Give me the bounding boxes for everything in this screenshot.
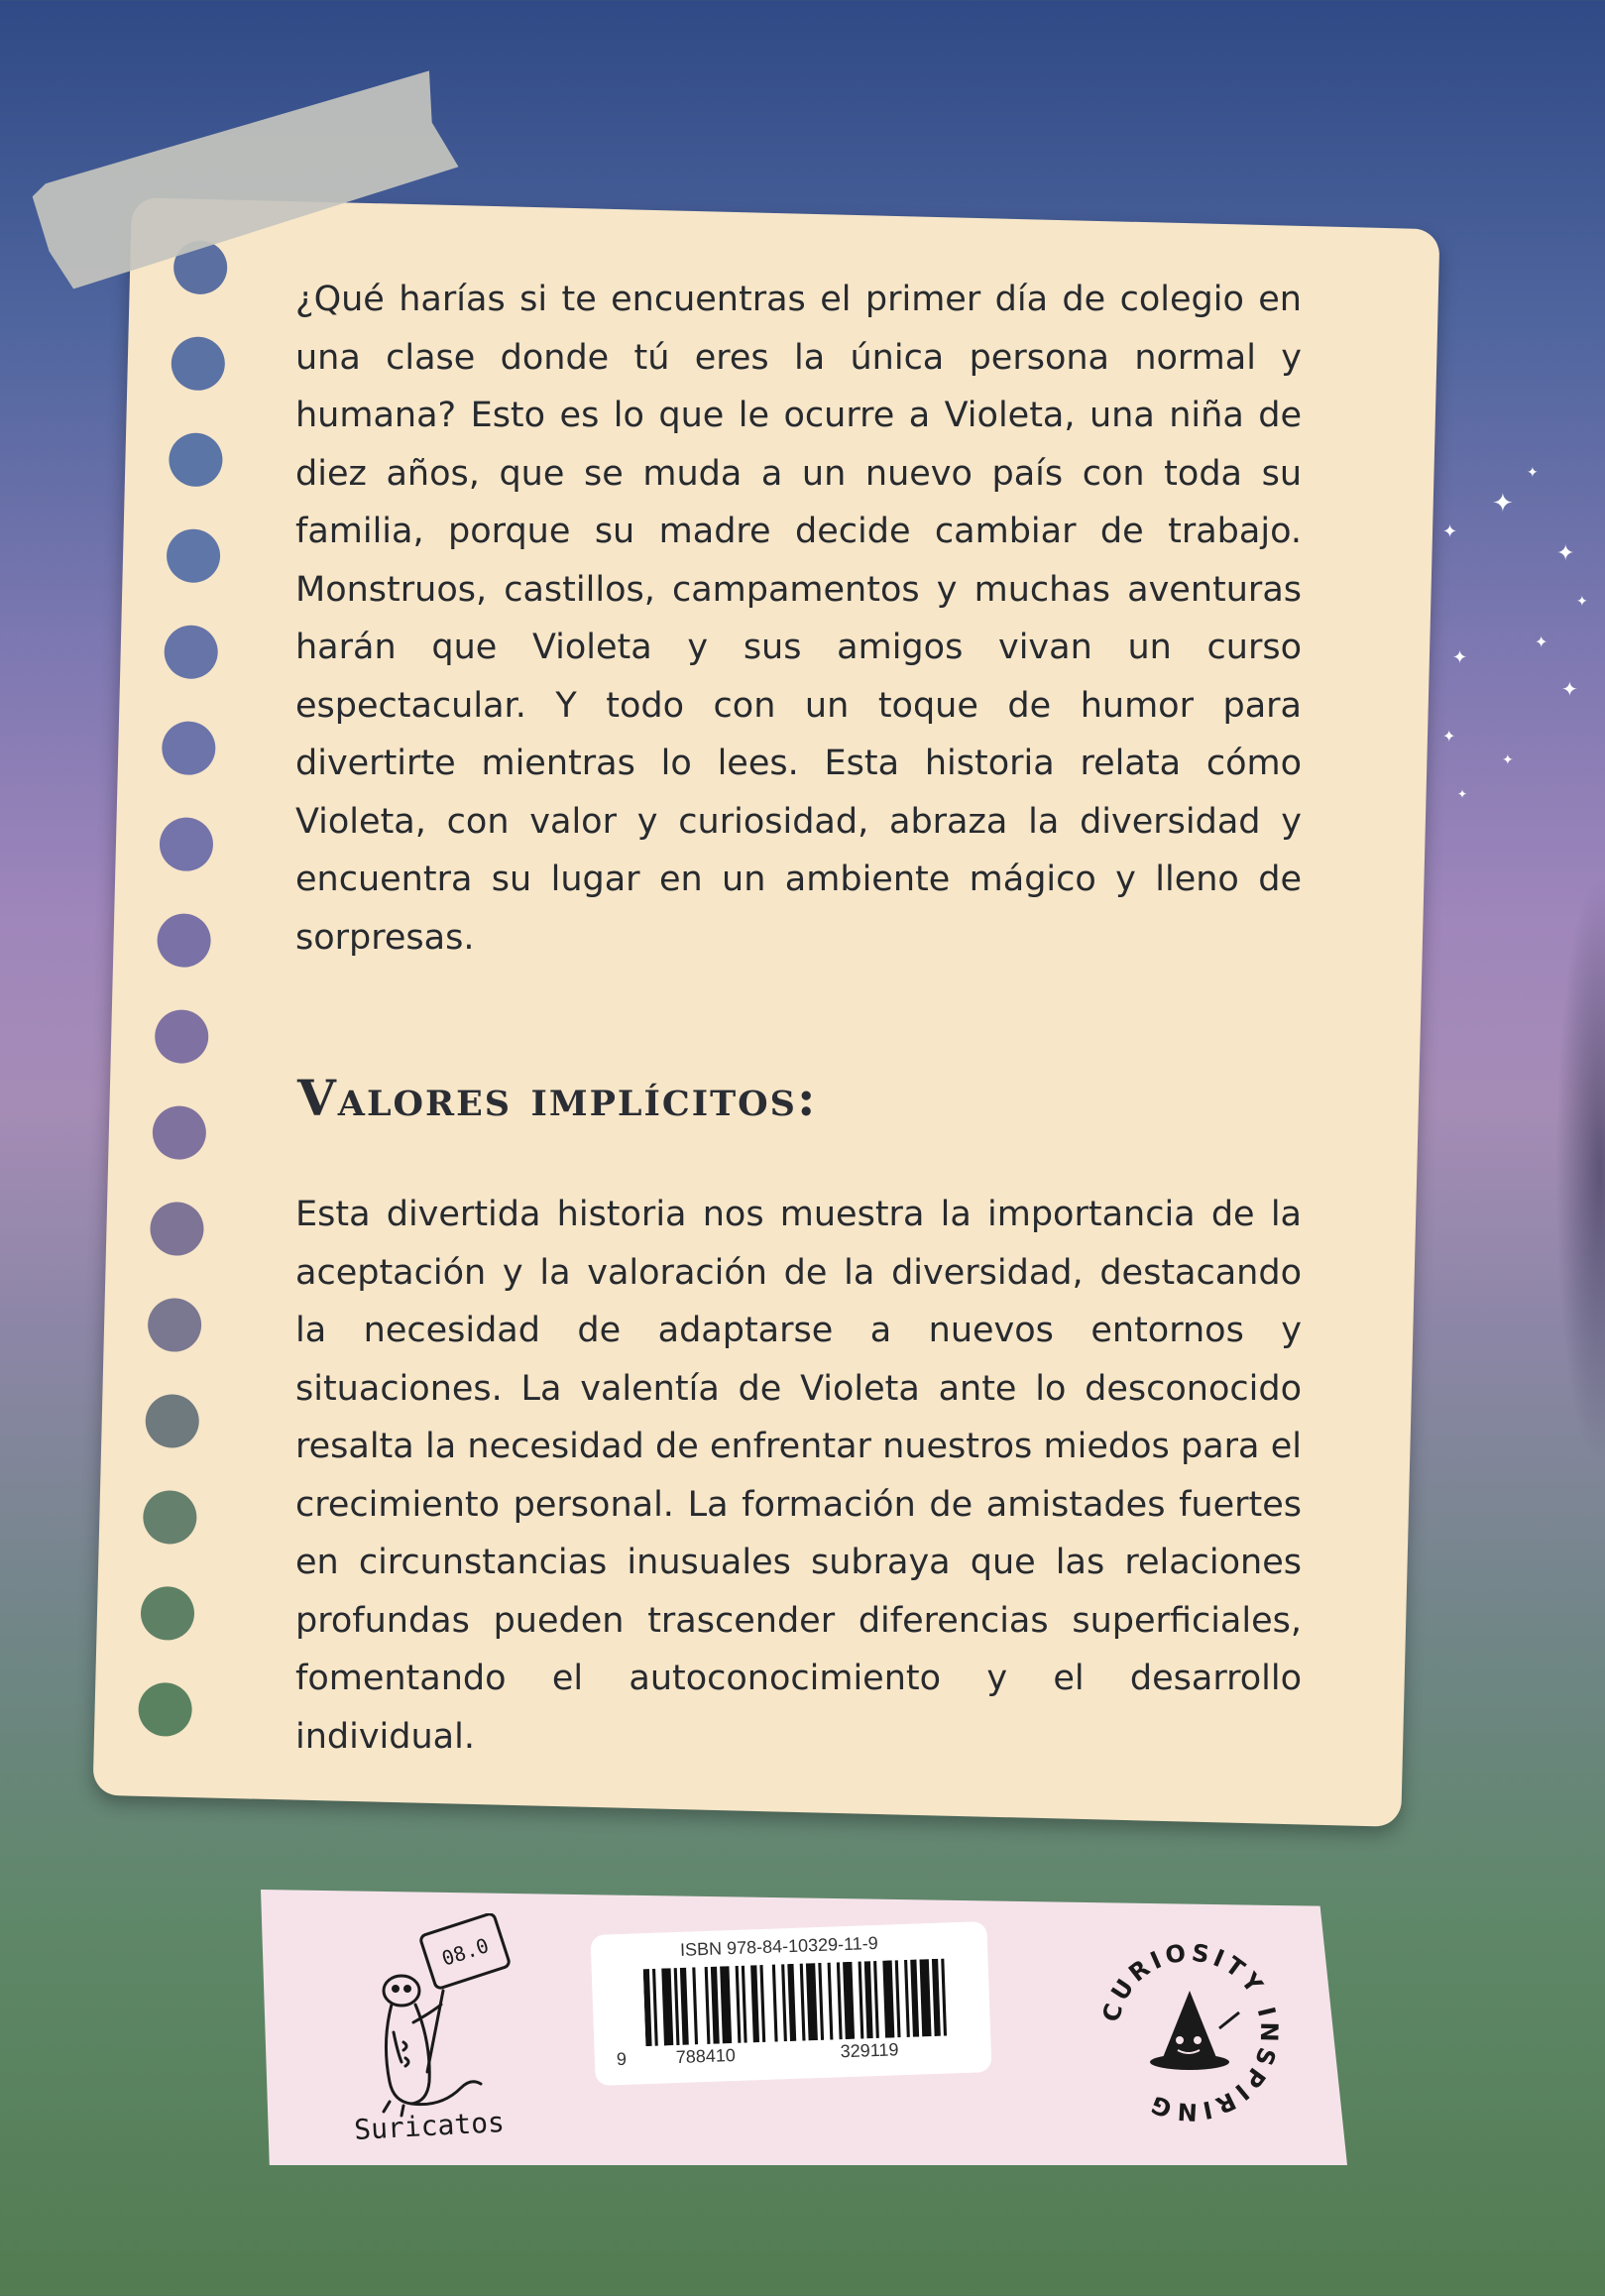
barcode-bar xyxy=(674,1968,680,2045)
barcode-bar xyxy=(895,1960,901,2037)
barcode-bar xyxy=(910,1960,919,2037)
barcode-bar xyxy=(711,1967,720,2044)
barcode-bar xyxy=(692,1967,698,2044)
binder-hole xyxy=(162,721,216,775)
barcode-bar xyxy=(750,1965,759,2042)
barcode-bar xyxy=(643,1969,652,2046)
barcode-digit-left: 9 xyxy=(616,2048,628,2070)
barcode-bar xyxy=(806,1963,818,2040)
binder-holes xyxy=(138,240,234,1748)
values-heading: Valores implícitos: xyxy=(297,1069,818,1127)
binder-hole xyxy=(159,817,213,871)
binder-hole xyxy=(145,1394,199,1448)
witch-hat-icon xyxy=(1150,1991,1239,2070)
barcode-bar xyxy=(720,1966,732,2043)
binder-hole xyxy=(157,913,211,968)
barcode-bar xyxy=(904,1960,910,2037)
binder-hole xyxy=(169,432,223,487)
barcode-bar xyxy=(705,1967,711,2044)
binder-hole xyxy=(150,1202,204,1256)
binder-hole xyxy=(147,1298,201,1352)
barcode-bar xyxy=(759,1965,765,2042)
binder-hole xyxy=(138,1682,192,1737)
barcode-bar xyxy=(787,1964,796,2041)
barcode-bars xyxy=(643,1958,954,2046)
binder-hole xyxy=(143,1490,197,1545)
barcode-bar xyxy=(941,1959,947,2036)
publisher-name: Suricatos xyxy=(353,2106,506,2146)
barcode-bar xyxy=(859,1962,864,2039)
barcode-digits-mid: 788410 xyxy=(675,2044,737,2068)
barcode-bar xyxy=(828,1963,834,2040)
barcode-bar xyxy=(882,1960,894,2037)
barcode-bar xyxy=(800,1964,806,2041)
values-paragraph: Esta divertida historia nos muestra la importancia de la aceptación y la valoración de la diversidad, destacando la necesidad de adaptarse a nuevos entornos y situaciones. La valentía de Violeta ante lo desconocido resalta la necesidad de enfrentar nuestros miedos para el crecimiento personal. La formación de amistades fuertes en circunstancias inusuales subraya que las relaciones profundas pueden trascender diferencias superficiales, fomentando el autoconocimiento y el desarrollo individual. xyxy=(295,1195,1302,1757)
barcode-bar xyxy=(736,1966,742,2043)
barcode-bar xyxy=(772,1965,778,2042)
binder-hole xyxy=(166,528,220,583)
binder-hole xyxy=(152,1105,206,1160)
barcode-bar xyxy=(661,1968,673,2045)
curiosity-inspiring-seal xyxy=(1090,1933,1289,2131)
sign-number: 08.0 xyxy=(438,1933,492,1971)
background-figure-silhouette xyxy=(1555,872,1605,1467)
binder-hole xyxy=(171,336,225,391)
barcode-bar xyxy=(837,1962,843,2039)
barcode-bar xyxy=(652,1969,658,2046)
barcode-bar xyxy=(818,1963,824,2040)
barcode-bar xyxy=(873,1961,879,2038)
barcode-bar xyxy=(864,1961,873,2038)
barcode-bar xyxy=(680,1968,689,2045)
barcode-bar xyxy=(742,1966,747,2043)
barcode-label xyxy=(590,1921,991,2086)
isbn-text: ISBN 978-84-10329-11-9 xyxy=(679,1932,879,1960)
binder-hole xyxy=(164,625,218,679)
seal-text: CURIOSITY INSPIRING xyxy=(1096,1938,1284,2126)
binder-hole xyxy=(155,1009,209,1064)
barcode-digits-right: 329119 xyxy=(840,2039,899,2062)
barcode-bar xyxy=(932,1959,941,2036)
barcode-bar xyxy=(781,1964,787,2041)
synopsis-paragraph: ¿Qué harías si te encuentras el primer día de colegio en una clase donde tú eres la única persona normal y humana? Esto es lo que le ocurre a Violeta, una niña de diez años, que se muda a un nuevo país con toda su familia, porque su madre decide cambiar de trabajo. Monstruos, castillos, campamentos y muchas aventuras harán que Violeta y sus amigos vivan un curso espectacular. Y todo con un toque de humor para divertirte mientras lo lees. Esta historia relata cómo Violeta, con valor y curiosidad, abraza la diversidad y encuentra su lugar en un ambiente mágico y lleno de sorpresas. xyxy=(295,280,1302,958)
barcode-bar xyxy=(920,1959,932,2036)
barcode-bar xyxy=(843,1962,855,2039)
binder-hole xyxy=(140,1586,194,1641)
